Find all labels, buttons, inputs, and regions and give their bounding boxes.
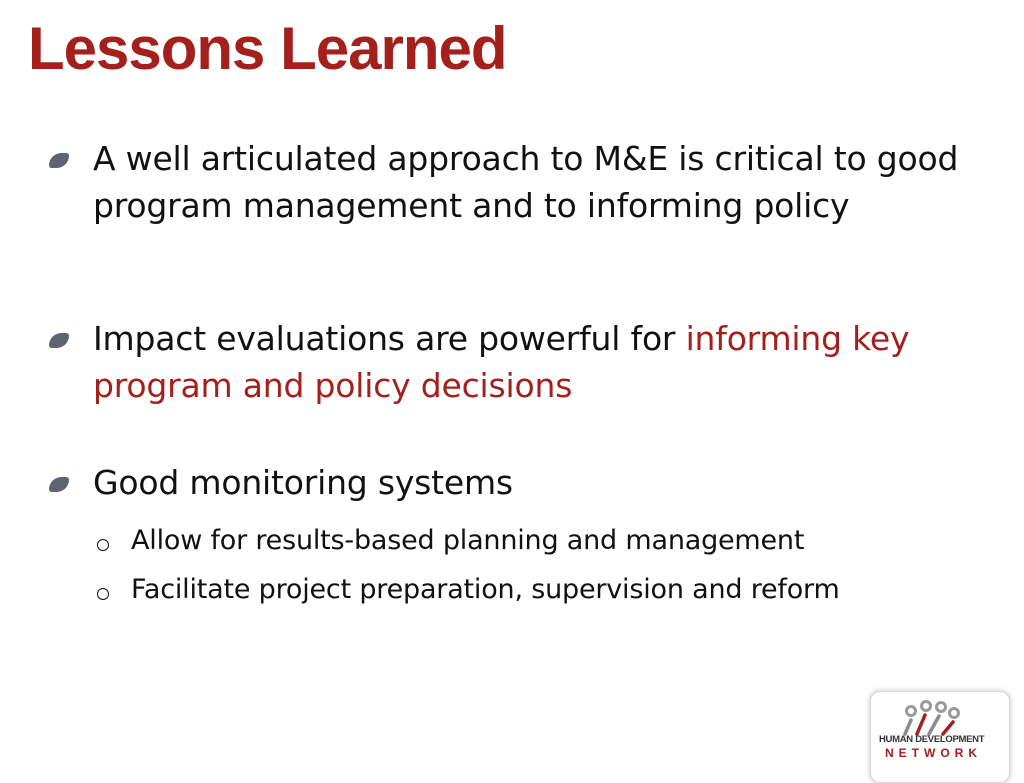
bullet-marker-icon — [49, 477, 69, 492]
bullet-1 — [93, 135, 983, 229]
bullet-2 — [93, 315, 983, 409]
bullet-1-text: A well articulated approach to M&E is critical to good program management and to informing policy — [93, 139, 959, 225]
people-figures-icon — [899, 700, 979, 736]
bullet-marker-icon — [49, 153, 69, 168]
logo-text-line2: NETWORK — [885, 746, 982, 760]
bullet-2-text: Impact evaluations are powerful for — [93, 319, 686, 358]
bullet-3 — [93, 459, 983, 506]
hdn-logo — [870, 691, 1010, 783]
bullet-2-highlight: informing key program and policy decisions — [93, 319, 910, 405]
hollow-circle-icon — [97, 588, 109, 600]
sub-bullet-1-text: Allow for results-based planning and management — [131, 525, 805, 556]
sub-bullet-2-text: Facilitate project preparation, supervision and reform — [131, 574, 840, 605]
bullet-marker-icon — [49, 333, 69, 348]
logo-text-line1: HUMAN DEVELOPMENT — [879, 734, 985, 745]
hollow-circle-icon — [97, 539, 109, 551]
sub-bullet-2 — [131, 573, 991, 607]
bullet-3-text: Good monitoring systems — [93, 463, 513, 502]
slide-title: Lessons Learned — [28, 15, 507, 82]
sub-bullet-1 — [131, 524, 991, 558]
